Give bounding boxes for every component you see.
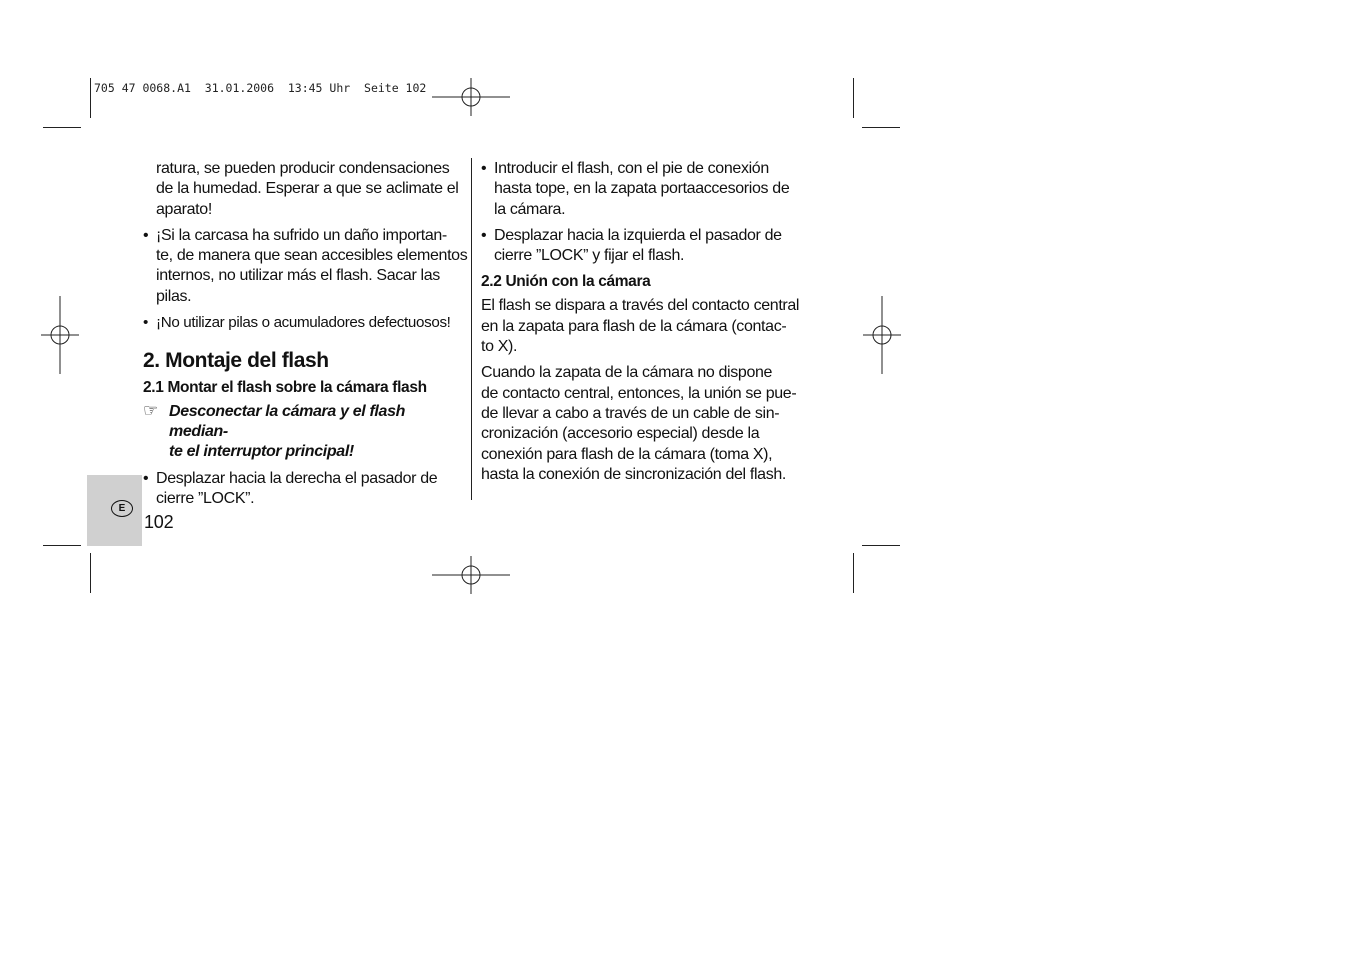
bullet-defective-batteries	[143, 313, 468, 333]
crop-mark	[90, 553, 91, 593]
crop-mark	[43, 545, 81, 546]
bullet-marker: •	[143, 314, 148, 332]
registration-mark-bottom	[432, 536, 510, 614]
right-column	[481, 159, 806, 485]
text-line: de contacto central, entonces, la unión se pue-	[481, 384, 797, 402]
text-line: Introducir el flash, con el pie de conexión	[494, 160, 769, 177]
pointing-hand-icon: ☞	[143, 400, 158, 420]
text-line: ¡Si la carcasa ha sufrido un daño importan-	[156, 226, 447, 244]
crop-mark	[43, 127, 81, 128]
text-line: te, de manera que sean accesibles elementos	[156, 247, 468, 265]
bullet-slide-lock-right	[143, 469, 468, 510]
bullet-marker: •	[481, 160, 487, 177]
crop-mark	[862, 127, 900, 128]
text-line: Desplazar hacia la derecha el pasador de	[156, 469, 438, 487]
continuation-paragraph	[143, 159, 468, 220]
text-line: cierre ”LOCK”.	[156, 489, 255, 507]
text-line: pilas.	[156, 287, 192, 305]
text-line: to X).	[481, 338, 518, 356]
crop-mark	[853, 553, 854, 593]
text-line: te el interruptor principal!	[169, 443, 354, 461]
section-title: 2. Montaje del flash	[143, 349, 329, 373]
text-line: la cámara.	[494, 200, 566, 218]
registration-mark-right	[843, 296, 921, 374]
bullet-damaged-housing	[143, 226, 468, 307]
bullet-insert-flash	[481, 159, 806, 220]
text-line: aparato!	[156, 200, 212, 218]
text-line: cierre ”LOCK” y fijar el flash.	[494, 247, 685, 265]
text-line: ratura, se pueden producir condensaciones	[156, 160, 450, 177]
text-line: Desconectar la cámara y el flash median-	[169, 402, 406, 440]
bullet-slide-lock-left	[481, 226, 806, 267]
text-line: hasta la conexión de sincronización del flash.	[481, 465, 786, 483]
left-column	[143, 159, 468, 509]
crop-mark	[862, 545, 900, 546]
text-line: Desplazar hacia la izquierda el pasador de	[494, 226, 782, 244]
page-number: 102	[144, 512, 174, 532]
bullet-marker: •	[481, 226, 487, 244]
bullet-marker: •	[143, 469, 149, 487]
language-badge: E	[111, 500, 133, 517]
text-line: El flash se dispara a través del contacto central	[481, 297, 800, 315]
print-slug: 705 47 0068.A1 31.01.2006 13:45 Uhr Seite 102	[94, 81, 427, 95]
text-line: de llevar a cabo a través de un cable de sin-	[481, 404, 780, 422]
subsection-title: 2.2 Unión con la cámara	[481, 273, 651, 291]
paragraph-central-contact	[481, 296, 806, 357]
text-line: internos, no utilizar más el flash. Sacar las	[156, 267, 440, 285]
text-line: Cuando la zapata de la cámara no dispone	[481, 364, 773, 382]
registration-mark-left	[21, 296, 99, 374]
text-line: hasta tope, en la zapata portaaccesorios de	[494, 180, 790, 198]
paragraph-sync-cable	[481, 363, 806, 485]
text-line: conexión para flash de la cámara (toma X),	[481, 445, 773, 463]
column-divider	[471, 158, 472, 500]
registration-mark-top	[432, 58, 510, 136]
bullet-marker: •	[143, 226, 149, 244]
text-line: de la humedad. Esperar a que se aclimate el	[156, 180, 459, 198]
text-line: en la zapata para flash de la cámara (contac-	[481, 317, 787, 335]
text-line: ¡No utilizar pilas o acumuladores defectuosos!	[156, 314, 451, 332]
warning-note	[143, 402, 468, 463]
subsection-title: 2.1 Montar el flash sobre la cámara flash	[143, 378, 427, 396]
crop-mark	[853, 78, 854, 118]
text-line: cronización (accesorio especial) desde la	[481, 425, 760, 443]
crop-mark	[90, 78, 91, 118]
